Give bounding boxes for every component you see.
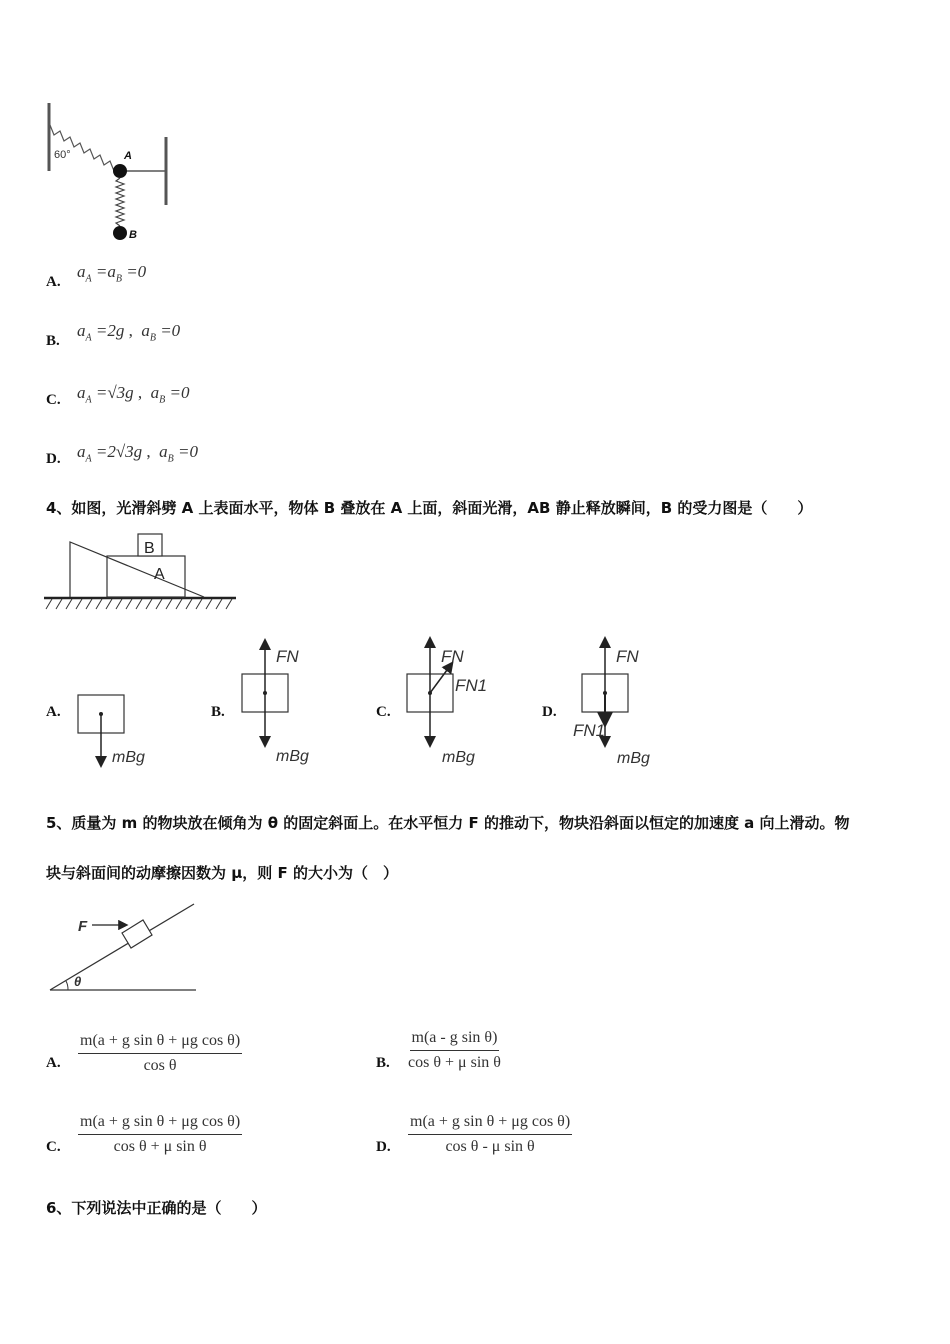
- numerator: m(a + g sin θ + μg cos θ): [408, 1113, 572, 1135]
- wedge-figure: [44, 530, 239, 615]
- force-fn-label: FN: [616, 647, 639, 666]
- force-fn-label: FN: [441, 647, 464, 666]
- q4-option-d-label: D.: [542, 704, 557, 720]
- numerator: m(a + g sin θ + μg cos θ): [78, 1113, 242, 1135]
- block-a-label: A: [154, 566, 165, 583]
- q3-option-d-label: D.: [46, 451, 61, 467]
- q5-option-d-label: D.: [376, 1139, 391, 1155]
- spring-figure: [40, 95, 180, 255]
- denominator: cos θ - μ sin θ: [445, 1138, 535, 1155]
- q4-stem: 4、如图，光滑斜劈 A 上表面水平，物体 B 叠放在 A 上面，斜面光滑，AB 静止释放瞬间，B 的受力图是（ ）: [46, 499, 813, 517]
- denominator: cos θ: [143, 1057, 177, 1074]
- force-mbg-label: mBg: [276, 748, 309, 765]
- q4-option-c-label: C.: [376, 704, 391, 720]
- q4-option-b-label: B.: [211, 704, 225, 720]
- q3-option-a-label: A.: [46, 274, 61, 290]
- block-b-label: B: [144, 540, 155, 557]
- incline-figure: [46, 898, 201, 998]
- q3-option-a-expr: $a_A =a_B =0$: [77, 262, 147, 285]
- q5-stem-line1: 5、质量为 m 的物块放在倾角为 θ 的固定斜面上。在水平恒力 F 的推动下，物块沿斜面以恒定的加速度 a 向上滑动。物: [46, 814, 850, 832]
- force-diagram-d: [572, 636, 672, 770]
- force-diagram-a: [70, 640, 160, 770]
- force-f-label: F: [78, 918, 88, 935]
- q5-stem-line2: 块与斜面间的动摩擦因数为 μ，则 F 的大小为（ ）: [46, 864, 398, 882]
- q3-option-b-expr: $a_A =2g$ , $a_B =0$: [77, 321, 181, 344]
- force-mbg-label: mBg: [442, 749, 475, 766]
- q5-option-c-label: C.: [46, 1139, 61, 1155]
- force-mbg-label: mBg: [617, 750, 650, 767]
- q5-option-d-fraction: [408, 1113, 572, 1156]
- q5-option-c-fraction: [78, 1113, 242, 1156]
- denominator: cos θ + μ sin θ: [113, 1138, 207, 1155]
- force-fn1-label: FN1: [573, 721, 606, 740]
- point-b-label: B: [129, 229, 137, 241]
- q5-option-b-label: B.: [376, 1055, 390, 1071]
- numerator: m(a + g sin θ + μg cos θ): [78, 1032, 242, 1054]
- angle-theta-label: θ: [74, 974, 82, 989]
- q3-option-c-expr: $a_A =√3g$ , $a_B =0$: [77, 383, 190, 406]
- q3-option-b-label: B.: [46, 333, 60, 349]
- q3-option-c-label: C.: [46, 392, 61, 408]
- angle-label: 60°: [54, 149, 71, 161]
- force-diagram-c: [397, 636, 497, 770]
- point-a-label: A: [124, 150, 132, 162]
- q5-option-a-label: A.: [46, 1055, 61, 1071]
- force-diagram-b: [232, 636, 322, 770]
- q6-stem: 6、下列说法中正确的是（ ）: [46, 1199, 267, 1217]
- q5-option-b-fraction: [408, 1029, 501, 1072]
- q5-option-a-fraction: [78, 1032, 242, 1075]
- q4-option-a-label: A.: [46, 704, 61, 720]
- q3-option-d-expr: $a_A =2√3g$ , $a_B =0$: [77, 442, 199, 465]
- force-mbg-label: mBg: [112, 749, 145, 766]
- force-fn1-label: FN1: [455, 676, 488, 695]
- force-fn-label: FN: [276, 647, 299, 666]
- denominator: cos θ + μ sin θ: [408, 1054, 501, 1071]
- numerator: m(a - g sin θ): [410, 1029, 500, 1051]
